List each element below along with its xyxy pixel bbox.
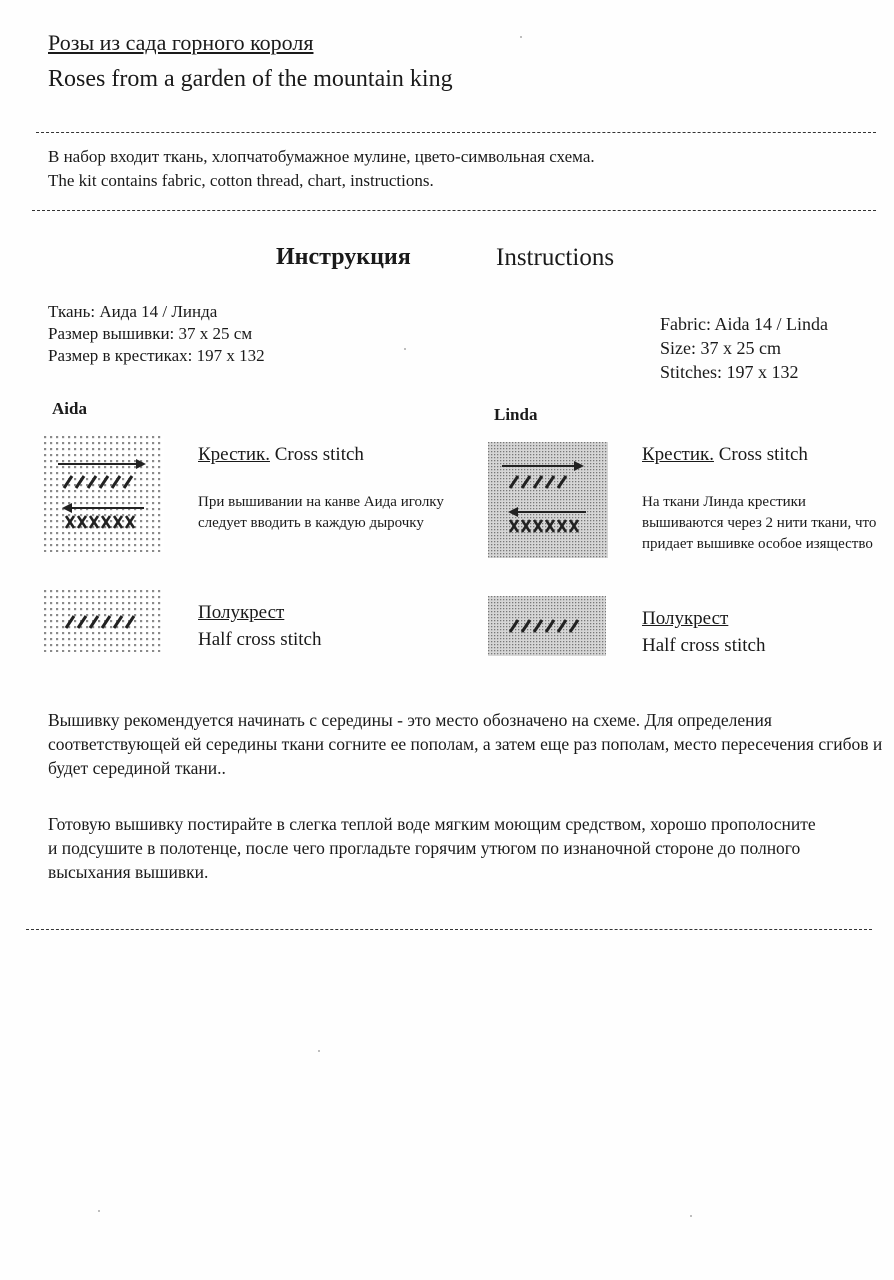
spec-line: Stitches: 197 x 132 [660, 362, 799, 382]
specs-en [660, 312, 828, 384]
aida-half-title-en: Half cross stitch [198, 629, 322, 650]
aida-cross-stitch-diagram [44, 436, 164, 552]
aida-half-title-ru: Полукрест [198, 602, 285, 623]
aida-cross-description: При вышивании на канве Аида иголку следует вводить в каждую дырочку [198, 494, 444, 531]
scan-speck [318, 1050, 320, 1052]
divider [36, 132, 876, 133]
kit-contents-en: The kit contains fabric, cotton thread, chart, instructions. [48, 171, 434, 190]
washing-paragraph: Готовую вышивку постирайте в слегка теплой воде мягким моющим средством, хорошо прополосните и подсушите в полотенце, после чего прогладьте горячим утюгом по изнаночной стороне до полного высыхания вышивки. [48, 814, 816, 882]
linda-cross-description: На ткани Линда крестики вышиваются через 2 нити ткани, что придает вышивке особое изящество [642, 494, 877, 552]
linda-cross-title [642, 444, 808, 466]
spec-line: Размер в крестиках: 197 х 132 [48, 346, 265, 365]
cross-title-en: Cross stitch [718, 444, 808, 465]
instructions-heading-ru: Инструкция [276, 244, 411, 270]
cross-title-ru: Крестик. [198, 444, 270, 465]
cross-title-ru: Крестик. [642, 444, 714, 465]
linda-label: Linda [494, 405, 538, 424]
aida-label: Aida [52, 399, 87, 418]
kit-contents-ru: В набор входит ткань, хлопчатобумажное мулине, цвето-символьная схема. [48, 147, 595, 166]
spec-line: Ткань: Аида 14 / Линда [48, 302, 218, 321]
scan-speck [690, 1215, 692, 1217]
divider [32, 210, 876, 211]
specs-ru [48, 301, 265, 367]
instructions-heading-en: Instructions [496, 244, 615, 271]
linda-half-title-ru: Полукрест [642, 608, 729, 629]
divider [26, 929, 872, 930]
cross-title-en: Cross stitch [274, 444, 364, 465]
linda-half-title-en: Half cross stitch [642, 635, 766, 656]
title-russian: Розы из сада горного короля [48, 30, 314, 55]
spec-line: Size: 37 x 25 cm [660, 338, 781, 358]
spec-line: Размер вышивки: 37 х 25 см [48, 324, 253, 343]
aida-half-stitch-diagram [44, 590, 162, 652]
scan-speck [520, 36, 522, 38]
aida-cross-title [198, 444, 364, 466]
spec-line: Fabric: Aida 14 / Linda [660, 314, 828, 334]
linda-cross-stitch-diagram [488, 442, 608, 558]
scan-speck [404, 348, 406, 350]
title-english: Roses from a garden of the mountain king [48, 66, 453, 92]
linda-half-stitch-diagram [488, 596, 606, 656]
start-in-middle-paragraph: Вышивку рекомендуется начинать с середины - это место обозначено на схеме. Для определения соответствующей ей середины ткани согните ее пополам, а затем еще раз пополам, место пересечения сгибов и будет серединой ткани.. [48, 710, 883, 778]
scan-speck [98, 1210, 100, 1212]
